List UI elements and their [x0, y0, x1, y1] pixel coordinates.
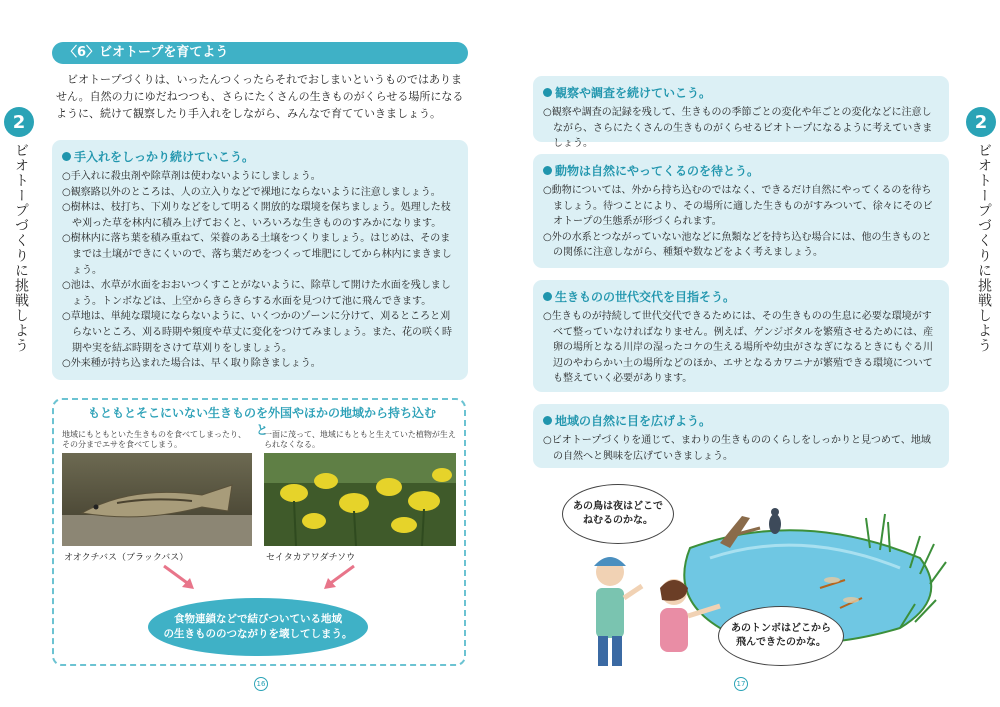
observation-card [533, 76, 949, 150]
bubble-2-line-1: あのトンボはどこから [731, 623, 831, 634]
result-line-2: の生きもののつながりを壊してしまう。 [163, 628, 353, 640]
photo-1-label: オオクチバス（ブラックバス） [64, 553, 189, 563]
animals-card-title: 動物は自然にやってくるのを待とう。 [543, 162, 939, 180]
chapter-title-left: ビオトープづくりに挑戦しよう [13, 143, 29, 353]
page-number-right: 17 [734, 677, 748, 691]
observation-card-title: 観察や調査を続けていこう。 [543, 84, 939, 102]
bullet-dot-icon [62, 152, 71, 161]
arrow-right-down-icon [160, 563, 200, 593]
chapter-badge-left: 2 [4, 107, 34, 137]
arrow-left-down-icon [318, 563, 358, 593]
intro-paragraph: ビオトープづくりは、いったんつくったらそれでおしまいというものではありません。自然の力にゆだねつつも、さらにたくさんの生きものがくらせる場所になるように、続けて観察したり手入れをしながら、みんなで育てていきましょう。 [56, 73, 464, 120]
list-item: ○生きものが持続して世代交代できるためには、その生きものの生息に必要な環境がすべて整っていなければなりません。例えば、ゲンジボタルを繁殖させるためには、産卵の場所となる川岸の湿ったコケの生える場所や幼虫がさなぎになるときにもぐる川辺のやわらかい土の場所などのほか、エサとなるカワニナが繁殖できる環境についても整えていく必要があります。 [543, 311, 934, 385]
bullet-dot-icon [543, 292, 552, 301]
bubble-1-line-1: あの鳥は夜はどこで [573, 501, 663, 512]
bubble-1-line-2: ねむるのかな。 [583, 515, 653, 526]
black-bass-photo [62, 453, 252, 546]
chapter-badge-right: 2 [966, 107, 996, 137]
page-number-left: 16 [254, 677, 268, 691]
bullet-dot-icon [543, 166, 552, 175]
care-card-title: 手入れをしっかり続けていこう。 [62, 148, 458, 166]
list-item: ○樹林は、枝打ち、下刈りなどをして明るく開放的な環境を保ちましょう。処理した枝や刈った草を林内に積み上げておくと、いろいろな生きもののすみかになります。 [62, 202, 451, 229]
photo-2-label: セイタカアワダチソウ [266, 553, 356, 563]
list-item: ○外来種が持ち込まれた場合は、早く取り除きましょう。 [62, 358, 321, 370]
list-item: ○手入れに殺虫剤や除草剤は使わないようにしましょう。 [62, 171, 321, 182]
warning-box-title: もともとそこにいない生きものを外国やほかの地域から持ち込むと [87, 406, 436, 437]
speech-bubble-dragonfly [718, 606, 844, 666]
list-item: ○動物については、外から持ち込むのではなく、できるだけ自然にやってくるのを待ちましょう。待つことにより、その場所に適した生きものがすみついて、徐々にそのビオトープの生態系が形づくられます。 [543, 185, 933, 228]
animals-card [533, 154, 949, 268]
generations-card [533, 280, 949, 392]
photo-2-caption: 一面に茂って、地域にもともと生えていた植物が生えられなくなる。 [264, 430, 456, 449]
photo-1-caption: 地域にもともといた生きものを食べてしまったり、その分までエサを食べてしまう。 [62, 430, 246, 449]
list-item: ○草地は、単純な環境にならないように、いくつかのゾーンに分けて、刈るところと刈らないところ、刈る時期や頻度や草丈に変化をつけてみましょう。また、花の咲く時期や実を結ぶ時期をさけて草刈りをしましょう。 [62, 311, 452, 354]
regional-nature-card [533, 404, 949, 468]
care-card [52, 140, 468, 380]
speech-bubble-bird [562, 484, 674, 544]
section-title: 〈6〉ビオトープを育てよう [52, 42, 468, 64]
regional-nature-card-title: 地域の自然に目を広げよう。 [543, 412, 939, 430]
result-ellipse [148, 598, 368, 656]
bullet-dot-icon [543, 88, 552, 97]
list-item: ○観察や調査の記録を残して、生きものの季節ごとの変化や年ごとの変化などに注意しながら、さらにたくさんの生きものがくらせるビオトープになるように考えていきましょう。 [543, 107, 933, 150]
chapter-title-right: ビオトープづくりに挑戦しよう [976, 143, 992, 353]
list-item: ○樹林内に落ち葉を積み重ねて、栄養のある土壌をつくりましょう。はじめは、そのままでは土壌ができにくいので、落ち葉だめをつくって堆肥にしてから林内にまきましょう。 [62, 233, 452, 276]
goldenrod-photo [264, 453, 456, 546]
list-item: ○観察路以外のところは、人の立入りなどで裸地にならないように注意しましょう。 [62, 186, 441, 198]
bubble-2-line-2: 飛んできたのかな。 [736, 637, 826, 648]
list-item: ○外の水系とつながっていない池などに魚類などを持ち込む場合には、他の生きものとの関係に注意しながら、種類や数などをよく考えましょう。 [543, 231, 932, 259]
bullet-dot-icon [543, 416, 552, 425]
result-line-1: 食物連鎖などで結びついている地域 [174, 613, 342, 625]
list-item: ○池は、水草が水面をおおいつくすことがないように、除草して開けた水面を残しましょう。トンボなどは、上空からきらきらする水面を見つけて池に飛んできます。 [62, 280, 451, 307]
generations-card-title: 生きものの世代交代を目指そう。 [543, 288, 939, 306]
list-item: ○ビオトープづくりを通じて、まわりの生きもののくらしをしっかりと見つめて、地域の自然へと興味を広げていきましょう。 [543, 435, 931, 462]
